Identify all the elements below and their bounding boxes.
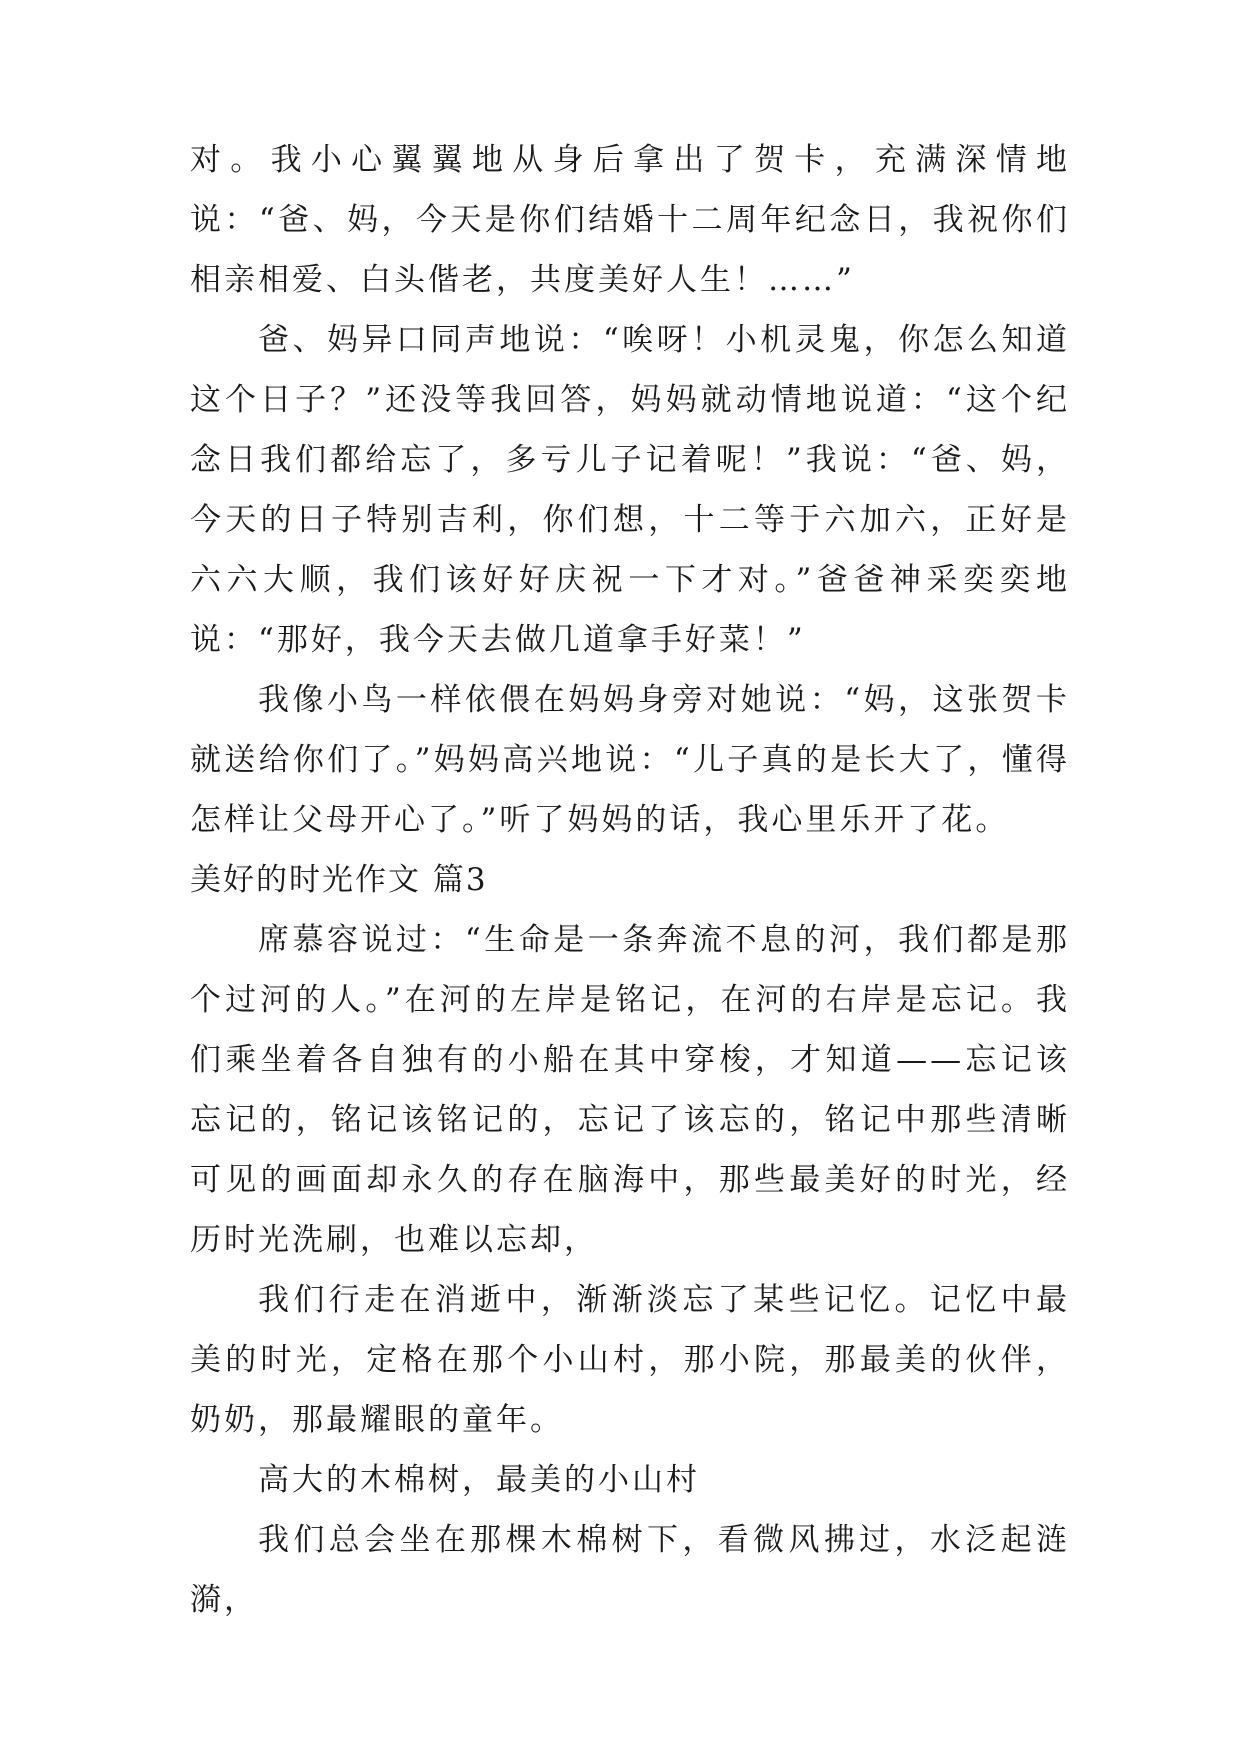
section-heading: 美好的时光作文 篇3 — [190, 862, 488, 898]
paragraph-card-speech: 对。我小心翼翼地从身后拿出了贺卡，充满深情地说：“爸、妈，今天是你们结婚十二周年纪念日，我祝你们相亲相爱、白头偕老，共度美好人生！……” — [190, 142, 1070, 298]
document-page — [190, 130, 1070, 1630]
paragraph-kapok-tree: 我们总会坐在那棵木棉树下，看微风拂过，水泛起涟漪， — [190, 1522, 1070, 1618]
paragraph-parents-reply: 爸、妈异口同声地说：“唉呀！小机灵鬼，你怎么知道这个日子？”还没等我回答，妈妈就动情地说道：“这个纪念日我们都给忘了，多亏儿子记着呢！”我说：“爸、妈，今天的日子特别吉利，你们想，十二等于六加六，正好是六六大顺，我们该好好庆祝一下才对。”爸爸神采奕奕地说：“那好，我今天去做几道拿手好菜！” — [190, 322, 1070, 658]
paragraph-memory: 我们行走在消逝中，渐渐淡忘了某些记忆。记忆中最美的时光，定格在那个小山村，那小院，那最美的伙伴，奶奶，那最耀眼的童年。 — [190, 1282, 1070, 1438]
paragraph-river-quote: 席慕容说过：“生命是一条奔流不息的河，我们都是那个过河的人。”在河的左岸是铭记，在河的右岸是忘记。我们乘坐着各自独有的小船在其中穿梭，才知道——忘记该忘记的，铭记该铭记的，忘记了该忘的，铭记中那些清晰可见的画面却永久的存在脑海中，那些最美好的时光，经历时光洗刷，也难以忘却， — [190, 922, 1070, 1258]
paragraph-kapok-title: 高大的木棉树，最美的小山村 — [258, 1462, 700, 1498]
paragraph-gift-card: 我像小鸟一样依偎在妈妈身旁对她说：“妈，这张贺卡就送给你们了。”妈妈高兴地说：“儿子真的是长大了，懂得怎样让父母开心了。”听了妈妈的话，我心里乐开了花。 — [190, 682, 1070, 838]
